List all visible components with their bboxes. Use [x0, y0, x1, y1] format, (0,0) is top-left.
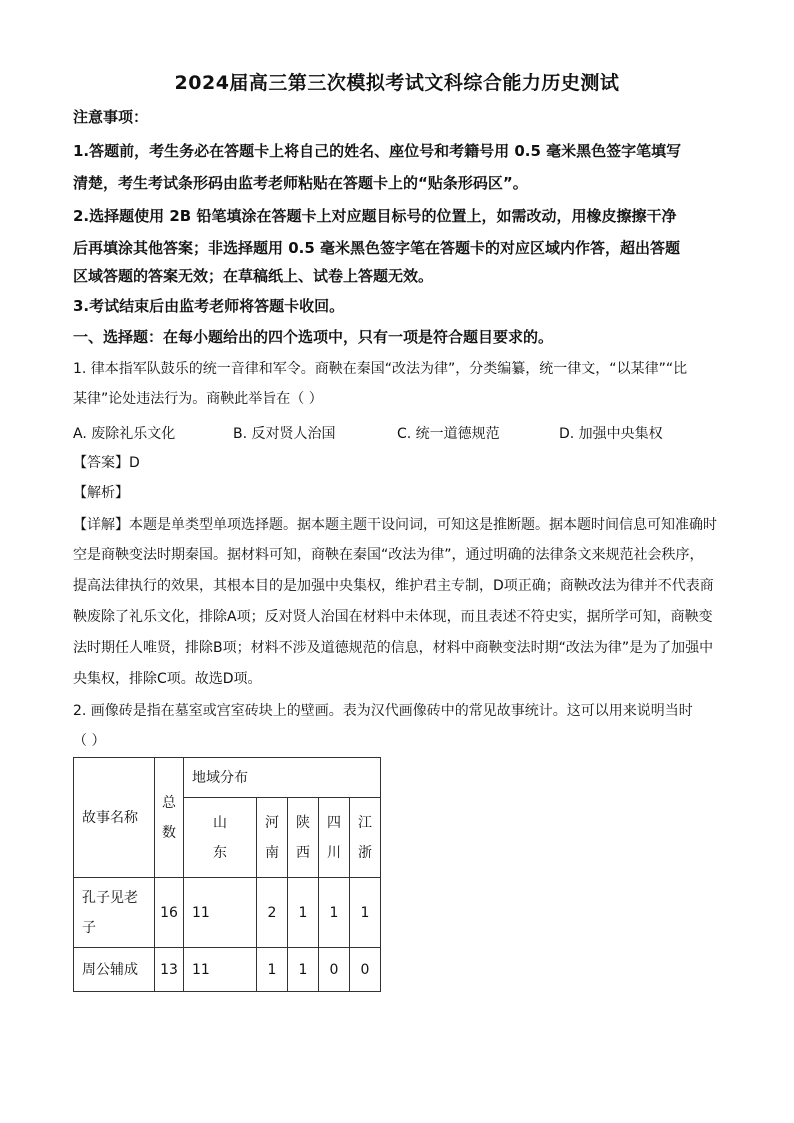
row-value-shaanxi: 1 [288, 948, 319, 992]
header-region-jiangzhe: 江浙 [350, 798, 381, 878]
question-1-option-c: C. 统一道德规范 [397, 426, 500, 442]
header-region: 地域分布 [184, 758, 381, 798]
notice-heading: 注意事项： [73, 108, 149, 126]
row-value-shaanxi: 1 [288, 878, 319, 948]
detail-line-3: 提高法律执行的效果，其根本目的是加强中央集权，维护君主专制，D项正确；商鞅改法为律并不代表商 [73, 578, 714, 594]
header-region-shaanxi: 陕西 [288, 798, 319, 878]
notice-item1-line2: 清楚，考生考试条形码由监考老师粘贴在答题卡上的“贴条形码区”。 [73, 174, 528, 192]
analysis-label: 【解析】 [73, 485, 129, 501]
question-2-line2: （ ） [73, 733, 106, 749]
detail-line-2: 空是商鞅变法时期秦国。据材料可知，商鞅在秦国“改法为律”，通过明确的法律条文来规范社会秩序， [73, 547, 704, 563]
header-region-sichuan: 四川 [319, 798, 350, 878]
question-1-line1: 1. 律本指军队鼓乐的统一音律和军令。商鞅在秦国“改法为律”，分类编纂，统一律文，“以某律”“比 [73, 361, 688, 377]
row-total: 13 [155, 948, 184, 992]
header-region-shandong: 山东 [184, 798, 257, 878]
row-value-sichuan: 0 [319, 948, 350, 992]
page-title: 2024届高三第三次模拟考试文科综合能力历史测试 [174, 72, 620, 94]
row-value-henan: 2 [257, 878, 288, 948]
story-statistics-table [73, 757, 381, 992]
row-value-jiangzhe: 1 [350, 878, 381, 948]
question-1-option-b: B. 反对贤人治国 [233, 426, 336, 442]
answer-label: 【答案】D [73, 455, 140, 471]
row-value-shandong: 11 [184, 878, 257, 948]
detail-line-4: 鞅废除了礼乐文化，排除A项；反对贤人治国在材料中未体现，而且表述不符史实，据所学可知，商鞅变 [73, 609, 713, 625]
row-story-name: 周公辅成 [74, 948, 155, 992]
row-value-shandong: 11 [184, 948, 257, 992]
header-total: 总数 [155, 758, 184, 878]
row-story-name: 孔子见老子 [74, 878, 155, 948]
question-1-option-d: D. 加强中央集权 [559, 426, 663, 442]
section-heading: 一、选择题：在每小题给出的四个选项中，只有一项是符合题目要求的。 [73, 328, 554, 346]
question-1-option-a: A. 废除礼乐文化 [73, 426, 176, 442]
notice-item2-line2: 后再填涂其他答案；非选择题用 0.5 毫米黑色签字笔在答题卡的对应区域内作答，超出答题 [73, 239, 681, 257]
notice-item3: 3.考试结束后由监考老师将答题卡收回。 [73, 297, 345, 315]
table-row [74, 878, 381, 948]
header-story-name: 故事名称 [74, 758, 155, 878]
row-value-henan: 1 [257, 948, 288, 992]
row-total: 16 [155, 878, 184, 948]
table-row [74, 948, 381, 992]
detail-line-6: 央集权，排除C项。故选D项。 [73, 671, 262, 687]
row-value-jiangzhe: 0 [350, 948, 381, 992]
question-1-line2: 某律”论处违法行为。商鞅此举旨在（ ） [73, 391, 323, 407]
notice-item1-line1: 1.答题前，考生务必在答题卡上将自己的姓名、座位号和考籍号用 0.5 毫米黑色签字笔填写 [73, 142, 682, 160]
detail-line-5: 法时期任人唯贤，排除B项；材料不涉及道德规范的信息，材料中商鞅变法时期“改法为律”是为了加强中 [73, 640, 714, 656]
notice-item2-line1: 2.选择题使用 2B 铅笔填涂在答题卡上对应题目标号的位置上，如需改动，用橡皮擦擦干净 [73, 207, 677, 225]
notice-item2-line3: 区域答题的答案无效；在草稿纸上、试卷上答题无效。 [73, 267, 434, 285]
detail-line-1: 【详解】本题是单类型单项选择题。据本题主题干设问词，可知这是推断题。据本题时间信息可知准确时 [73, 517, 717, 533]
row-value-sichuan: 1 [319, 878, 350, 948]
question-2-line1: 2. 画像砖是指在墓室或宫室砖块上的壁画。表为汉代画像砖中的常见故事统计。这可以用来说明当时 [73, 703, 693, 719]
header-region-henan: 河南 [257, 798, 288, 878]
